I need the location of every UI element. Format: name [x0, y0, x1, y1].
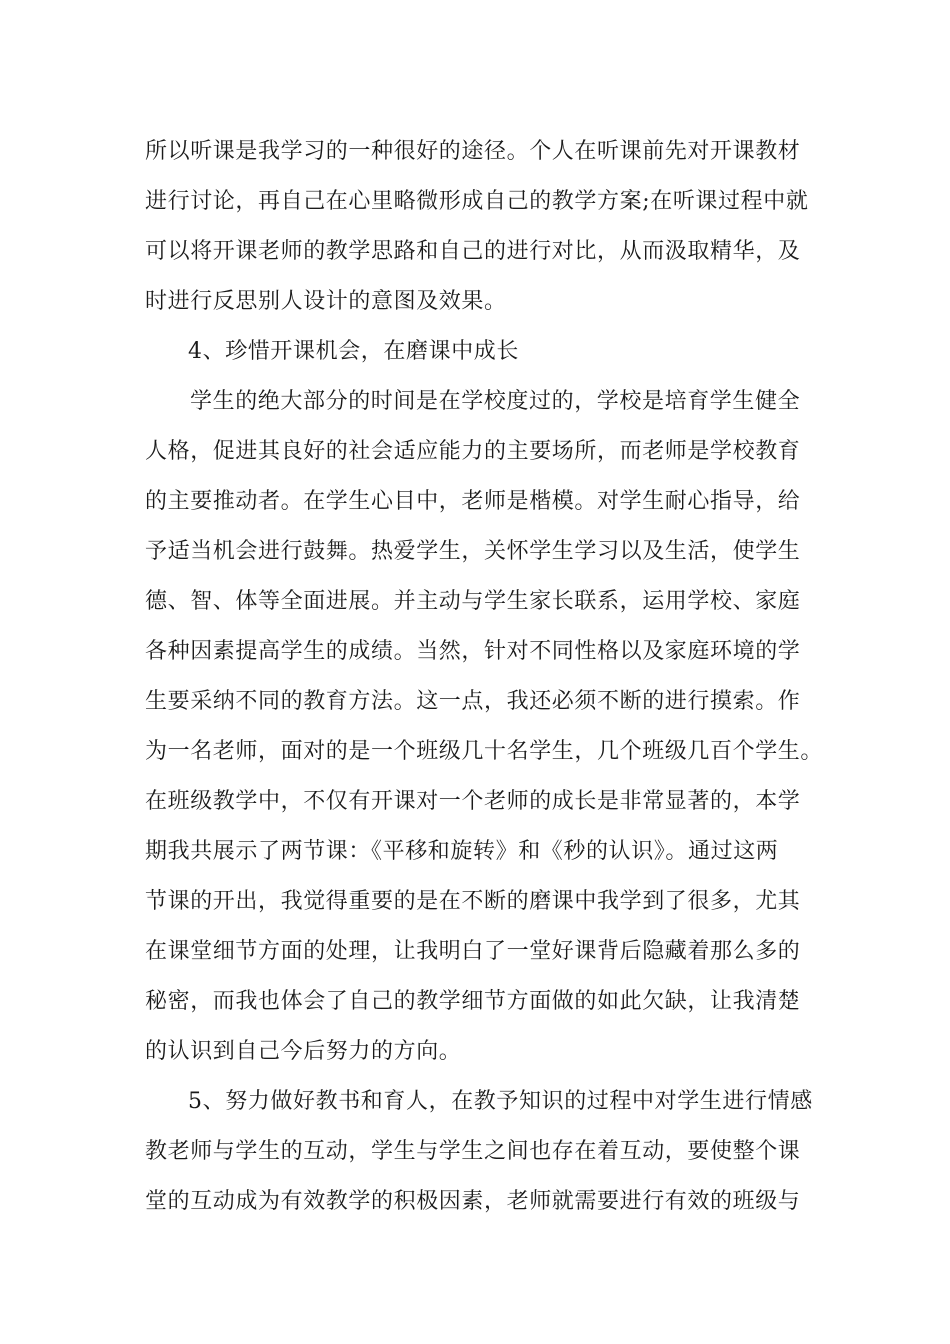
text-line-22: 堂的互动成为有效教学的积极因素，老师就需要进行有效的班级与	[145, 1189, 801, 1214]
text-line-10: 德、智、体等全面进展。并主动与学生家长联系，运用学校、家庭	[145, 589, 801, 614]
text-line-21: 教老师与学生的互动，学生与学生之间也存在着互动，要使整个课	[145, 1139, 801, 1164]
section-heading-4: 4、珍惜开课机会，在磨课中成长	[188, 339, 519, 364]
text-line-12: 生要采纳不同的教育方法。这一点，我还必须不断的进行摸索。作	[145, 689, 801, 714]
section-heading-5: 5、努力做好教书和育人，在教予知识的过程中对学生进行情感	[188, 1089, 813, 1114]
text-line-16: 节课的开出，我觉得重要的是在不断的磨课中我学到了很多，尤其	[145, 889, 801, 914]
text-line-17: 在课堂细节方面的处理，让我明白了一堂好课背后隐藏着那么多的	[145, 939, 801, 964]
text-line-1: 所以听课是我学习的一种很好的途径。个人在听课前先对开课教材	[145, 139, 801, 164]
text-line-18: 秘密，而我也体会了自己的教学细节方面做的如此欠缺，让我清楚	[145, 989, 801, 1014]
text-line-8: 的主要推动者。在学生心目中，老师是楷模。对学生耐心指导，给	[145, 489, 801, 514]
text-line-14: 在班级教学中，不仅有开课对一个老师的成长是非常显著的，本学	[145, 789, 801, 814]
text-line-7: 人格，促进其良好的社会适应能力的主要场所，而老师是学校教育	[145, 439, 801, 464]
text-line-19: 的认识到自己今后努力的方向。	[145, 1039, 462, 1064]
text-line-13: 为一名老师，面对的是一个班级几十名学生，几个班级几百个学生。	[145, 739, 824, 764]
text-line-15: 期我共展示了两节课：《平移和旋转》和《秒的认识》。通过这两	[145, 839, 779, 864]
text-line-2: 进行讨论，再自己在心里略微形成自己的教学方案;在听课过程中就	[145, 189, 809, 214]
text-line-6: 学生的绝大部分的时间是在学校度过的，学校是培育学生健全	[190, 389, 801, 414]
text-line-4: 时进行反思别人设计的意图及效果。	[145, 289, 507, 314]
text-line-11: 各种因素提高学生的成绩。当然，针对不同性格以及家庭环境的学	[145, 639, 801, 664]
text-line-3: 可以将开课老师的教学思路和自己的进行对比，从而汲取精华，及	[145, 239, 801, 264]
text-line-9: 予适当机会进行鼓舞。热爱学生，关怀学生学习以及生活，使学生	[145, 539, 801, 564]
